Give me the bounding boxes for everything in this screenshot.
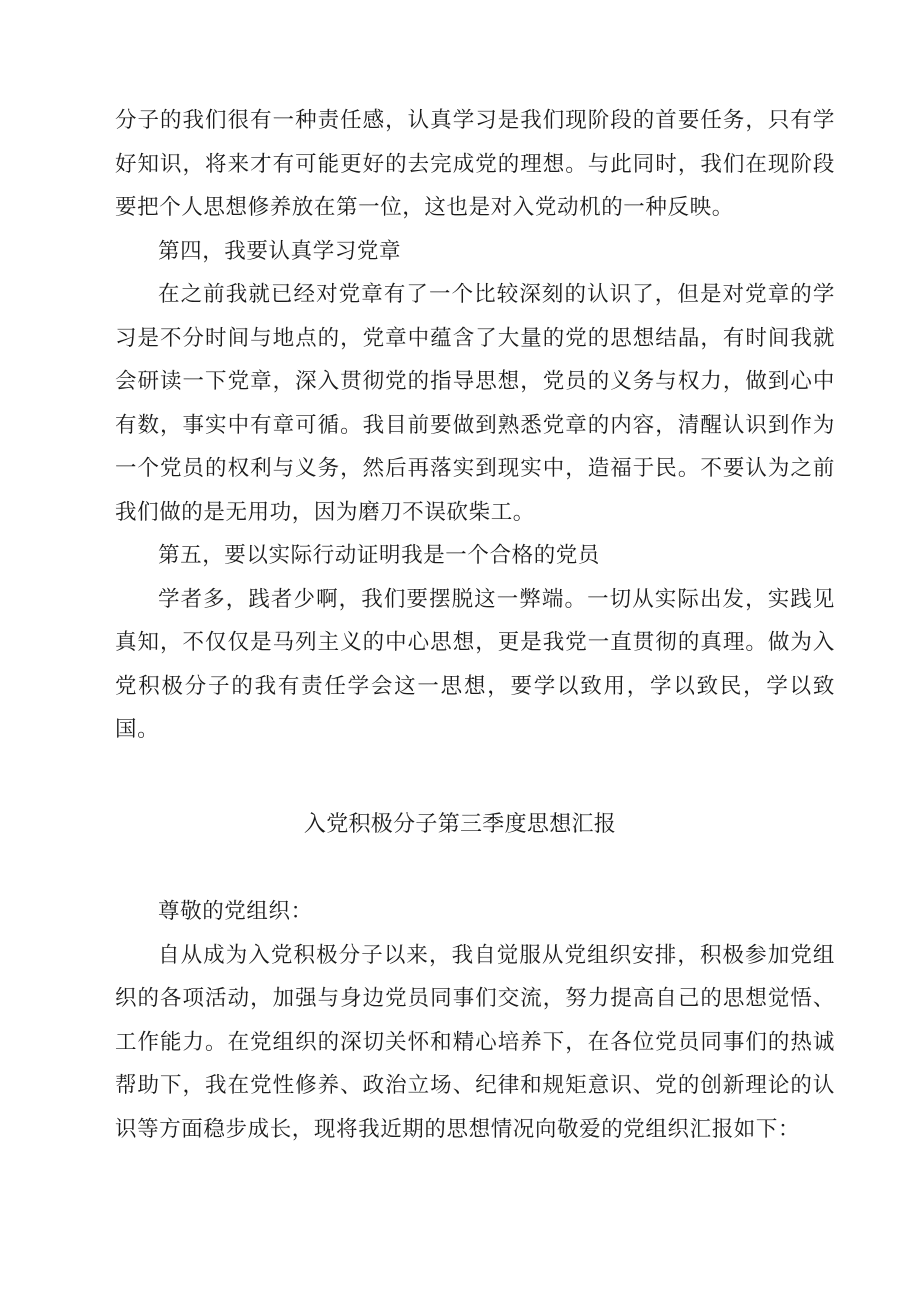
section-one <box>115 99 835 752</box>
heading-fourth: 第四，我要认真学习党章 <box>158 238 402 264</box>
section-two <box>115 890 835 1151</box>
paragraph-continuation: 分子的我们很有一种责任感，认真学习是我们现阶段的首要任务，只有学好知识，将来才有可能更好的去完成党的理想。与此同时，我们在现阶段要把个人思想修养放在第一位，这也是对入党动机的一种反映。 <box>115 108 835 220</box>
report-title: 入党积极分子第三季度思想汇报 <box>303 812 617 837</box>
paragraph-fourth: 在之前我就已经对党章有了一个比较深刻的认识了，但是对党章的学习是不分时间与地点的，党章中蕴含了大量的党的思想结晶，有时间我就会研读一下党章，深入贯彻党的指导思想，党员的义务与权力，做到心中有数，事实中有章可循。我目前要做到熟悉党章的内容，清醒认识到作为一个党员的权利与义务，然后再落实到现实中，造福于民。不要认为之前我们做的是无用功，因为磨刀不误砍柴工。 <box>115 282 835 525</box>
paragraph-intro: 自从成为入党积极分子以来，我自觉服从党组织安排，积极参加党组织的各项活动，加强与身边党员同事们交流，努力提高自己的思想觉悟、工作能力。在党组织的深切关怀和精心培养下，在各位党员同事们的热诚帮助下，我在党性修养、政治立场、纪律和规矩意识、党的创新理论的认识等方面稳步成长，现将我近期的思想情况向敬爱的党组织汇报如下： <box>115 942 835 1142</box>
salutation: 尊敬的党组织： <box>158 899 313 924</box>
heading-fifth: 第五，要以实际行动证明我是一个合格的党员 <box>158 543 601 568</box>
paragraph-fifth: 学者多，践者少啊，我们要摆脱这一弊端。一切从实际出发，实践见真知，不仅仅是马列主义的中心思想，更是我党一直贯彻的真理。做为入党积极分子的我有责任学会这一思想，要学以致用，学以致民，学以致国。 <box>115 586 835 742</box>
